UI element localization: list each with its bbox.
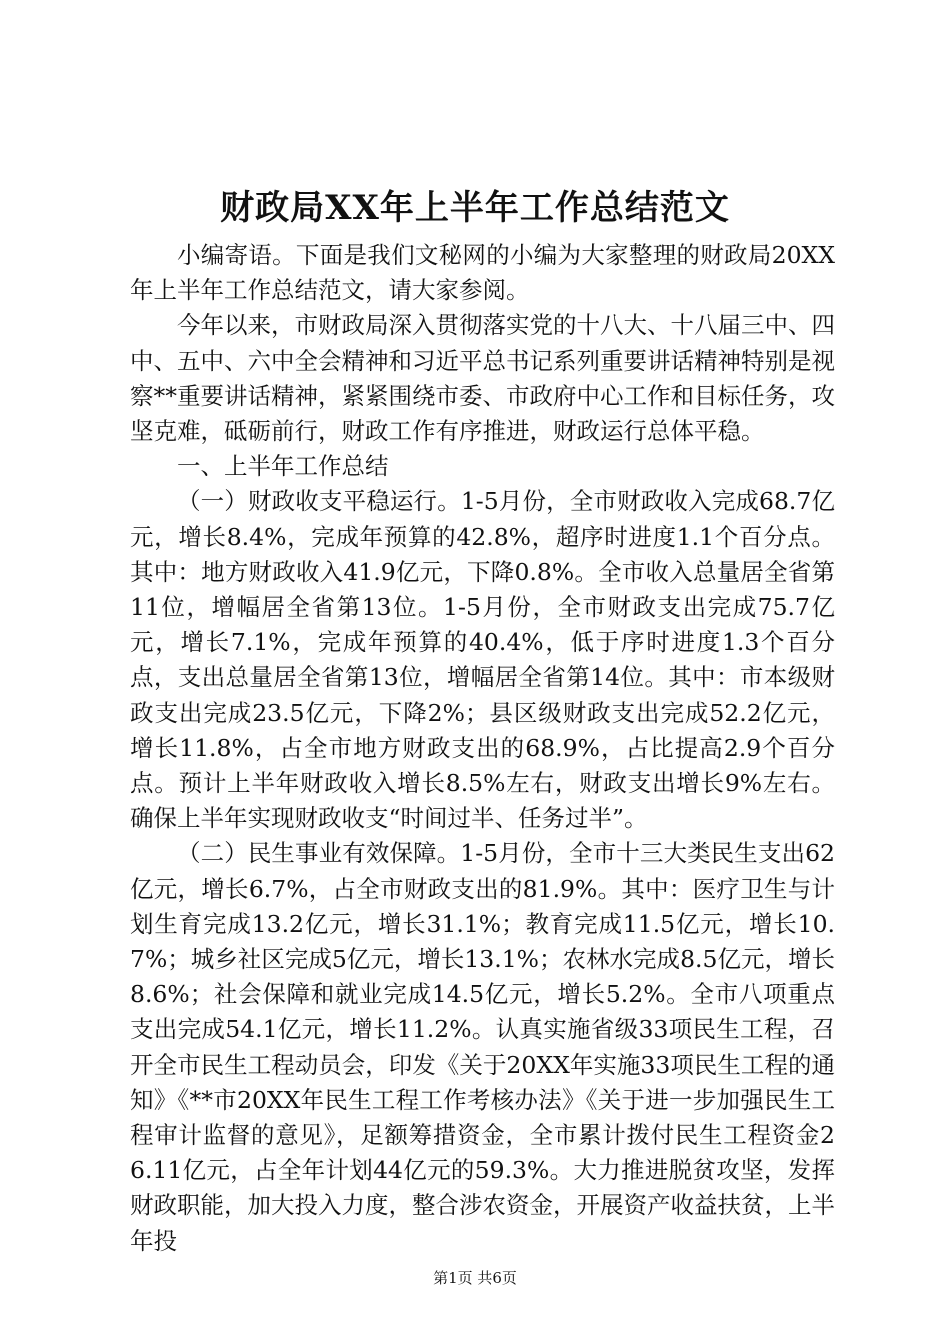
livelihood-paragraph: （二）民生事业有效保障。1-5月份，全市十三大类民生支出62亿元，增长6.7%，占全市财政支出的81.9%。其中：医疗卫生与计划生育完成13.2亿元，增长31.1%；教育完成11.5亿元，增长10.7%；城乡社区完成5亿元，增长13.1%；农林水完成8.5亿元，增长8.6%；社会保障和就业完成14.5亿元，增长5.2%。全市八项重点支出完成54.1亿元，增长11.2%。认真实施省级33项民生工程，召开全市民生工程动员会，印发《关于20XX年实施33项民生工程的通知》《**市20XX年民生工程工作考核办法》《关于进一步加强民生工程审计监督的意见》，足额筹措资金，全市累计拨付民生工程资金26.11亿元，占全年计划44亿元的59.3%。大力推进脱贫攻坚，发挥财政职能，加大投入力度，整合涉农资金，开展资产收益扶贫，上半年投: [130, 839, 835, 1255]
overview-paragraph: 今年以来，市财政局深入贯彻落实党的十八大、十八届三中、四中、五中、六中全会精神和习近平总书记系列重要讲话精神特别是视察**重要讲话精神，紧紧围绕市委、市政府中心工作和目标任务，攻坚克难，砥砺前行，财政工作有序推进，财政运行总体平稳。: [130, 311, 835, 446]
section-heading: 一、上半年工作总结: [177, 452, 389, 481]
document-body: [130, 238, 835, 1259]
page-footer: 第1页 共6页: [433, 1269, 517, 1287]
intro-paragraph: 小编寄语。下面是我们文秘网的小编为大家整理的财政局20XX年上半年工作总结范文，请大家参阅。: [130, 241, 835, 305]
finance-revenue-paragraph: （一）财政收支平稳运行。1-5月份，全市财政收入完成68.7亿元，增长8.4%，完成年预算的42.8%，超序时进度1.1个百分点。其中：地方财政收入41.9亿元，下降0.8%。全市收入总量居全省第11位，增幅居全省第13位。1-5月份，全市财政支出完成75.7亿元，增长7.1%，完成年预算的40.4%，低于序时进度1.3个百分点，支出总量居全省第13位，增幅居全省第14位。其中：市本级财政支出完成23.5亿元，下降2%；县区级财政支出完成52.2亿元，增长11.8%，占全市地方财政支出的68.9%，占比提高2.9个百分点。预计上半年财政收入增长8.5%左右，财政支出增长9%左右。确保上半年实现财政收支“时间过半、任务过半”。: [130, 487, 835, 833]
page-title: 财政局XX年上半年工作总结范文: [220, 188, 730, 228]
